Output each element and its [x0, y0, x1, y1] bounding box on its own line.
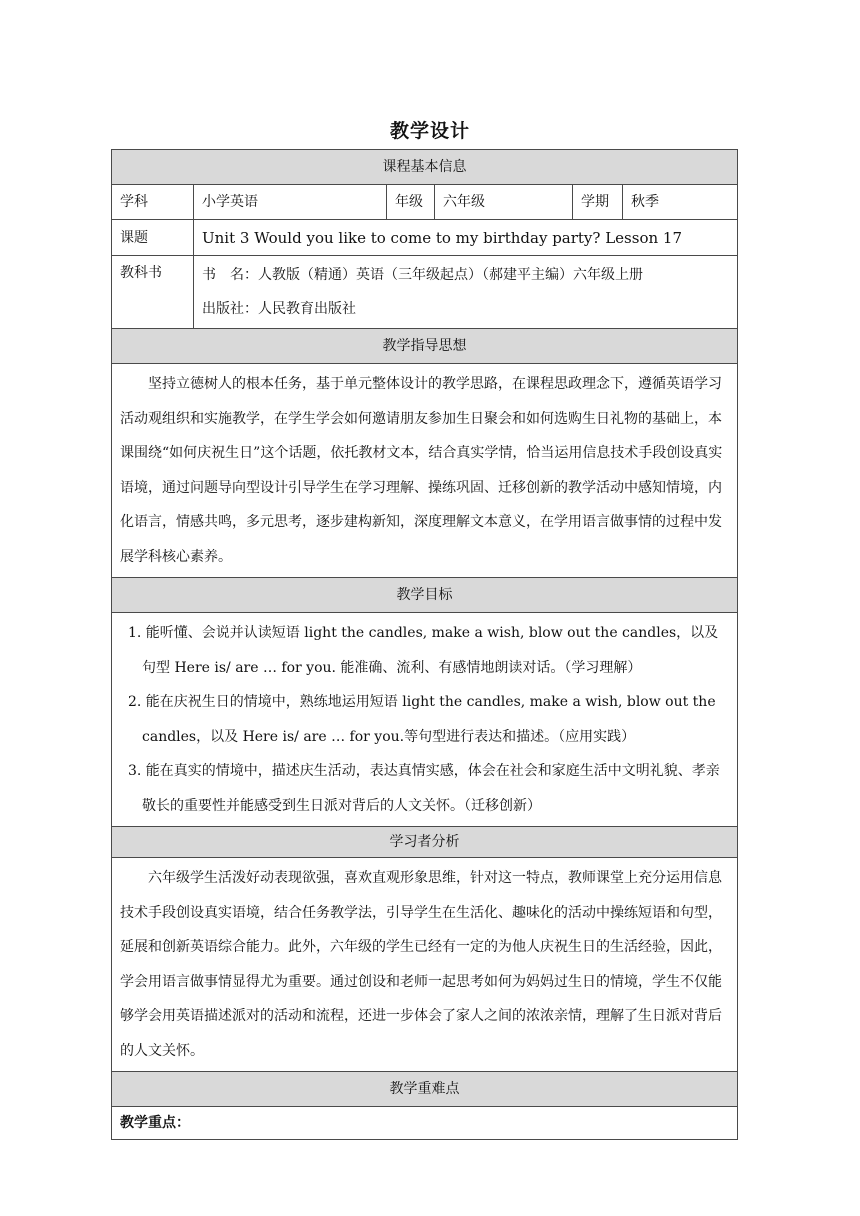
textbook-info	[194, 256, 738, 329]
objective-item-2: 2. 能在庆祝生日的情境中，熟练地运用短语 light the candles, make a wish, blow out the candles，以及 Here is/ are … for you.等句型进行表达和描述。（应用实践）	[128, 694, 716, 745]
subject-value: 小学英语	[194, 185, 387, 220]
textbook-name: 书 名：人教版（精通）英语（三年级起点）（郝建平主编）六年级上册	[202, 267, 643, 283]
learner-text: 六年级学生活泼好动表现欲强，喜欢直观形象思维，针对这一特点，教师课堂上充分运用信息技术手段创设真实语境，结合任务教学法，引导学生在生活化、趣味化的活动中操练短语和句型，延展和创新英语综合能力。此外，六年级的学生已经有一定的为他人庆祝生日的生活经验，因此，学会用语言做事情显得尤为重要。通过创设和老师一起思考如何为妈妈过生日的情境，学生不仅能够学会用英语描述派对的活动和流程，还进一步体会了家人之间的浓浓亲情，理解了生日派对背后的人文关怀。	[112, 858, 738, 1072]
term-value: 秋季	[623, 185, 738, 220]
textbook-publisher: 出版社：人民教育出版社	[202, 301, 356, 317]
subject-label: 学科	[112, 185, 194, 220]
grade-label: 年级	[387, 185, 435, 220]
objectives-list	[112, 613, 738, 827]
key-focus-label: 教学重点：	[112, 1107, 738, 1140]
learner-header: 学习者分析	[112, 827, 738, 858]
topic-value: Unit 3 Would you like to come to my birthday party? Lesson 17	[194, 220, 738, 256]
basic-info-header: 课程基本信息	[112, 150, 738, 185]
objective-item-3: 3. 能在真实的情境中，描述庆生活动，表达真情实感，体会在社会和家庭生活中文明礼貌、孝亲敬长的重要性并能感受到生日派对背后的人文关怀。（迁移创新）	[128, 763, 720, 814]
objectives-header: 教学目标	[112, 578, 738, 613]
guiding-header: 教学指导思想	[112, 329, 738, 364]
objective-item-1: 1. 能听懂、会说并认读短语 light the candles, make a wish, blow out the candles，以及句型 Here is/ are … for you. 能准确、流利、有感情地朗读对话。（学习理解）	[128, 625, 719, 676]
topic-label: 课题	[112, 220, 194, 256]
guiding-text: 坚持立德树人的根本任务，基于单元整体设计的教学思路，在课程思政理念下，遵循英语学习活动观组织和实施教学，在学生学会如何邀请朋友参加生日聚会和如何选购生日礼物的基础上，本课围绕“如何庆祝生日”这个话题，依托教材文本，结合真实学情，恰当运用信息技术手段创设真实语境，通过问题导向型设计引导学生在学习理解、操练巩固、迁移创新的教学活动中感知情境，内化语言，情感共鸣，多元思考，逐步建构新知，深度理解文本意义，在学用语言做事情的过程中发展学科核心素养。	[112, 364, 738, 578]
term-label: 学期	[573, 185, 623, 220]
lesson-plan-table	[111, 149, 738, 1140]
page-title: 教学设计	[389, 120, 470, 142]
key-points-header: 教学重难点	[112, 1072, 738, 1107]
grade-value: 六年级	[435, 185, 573, 220]
textbook-label: 教科书	[112, 256, 194, 329]
